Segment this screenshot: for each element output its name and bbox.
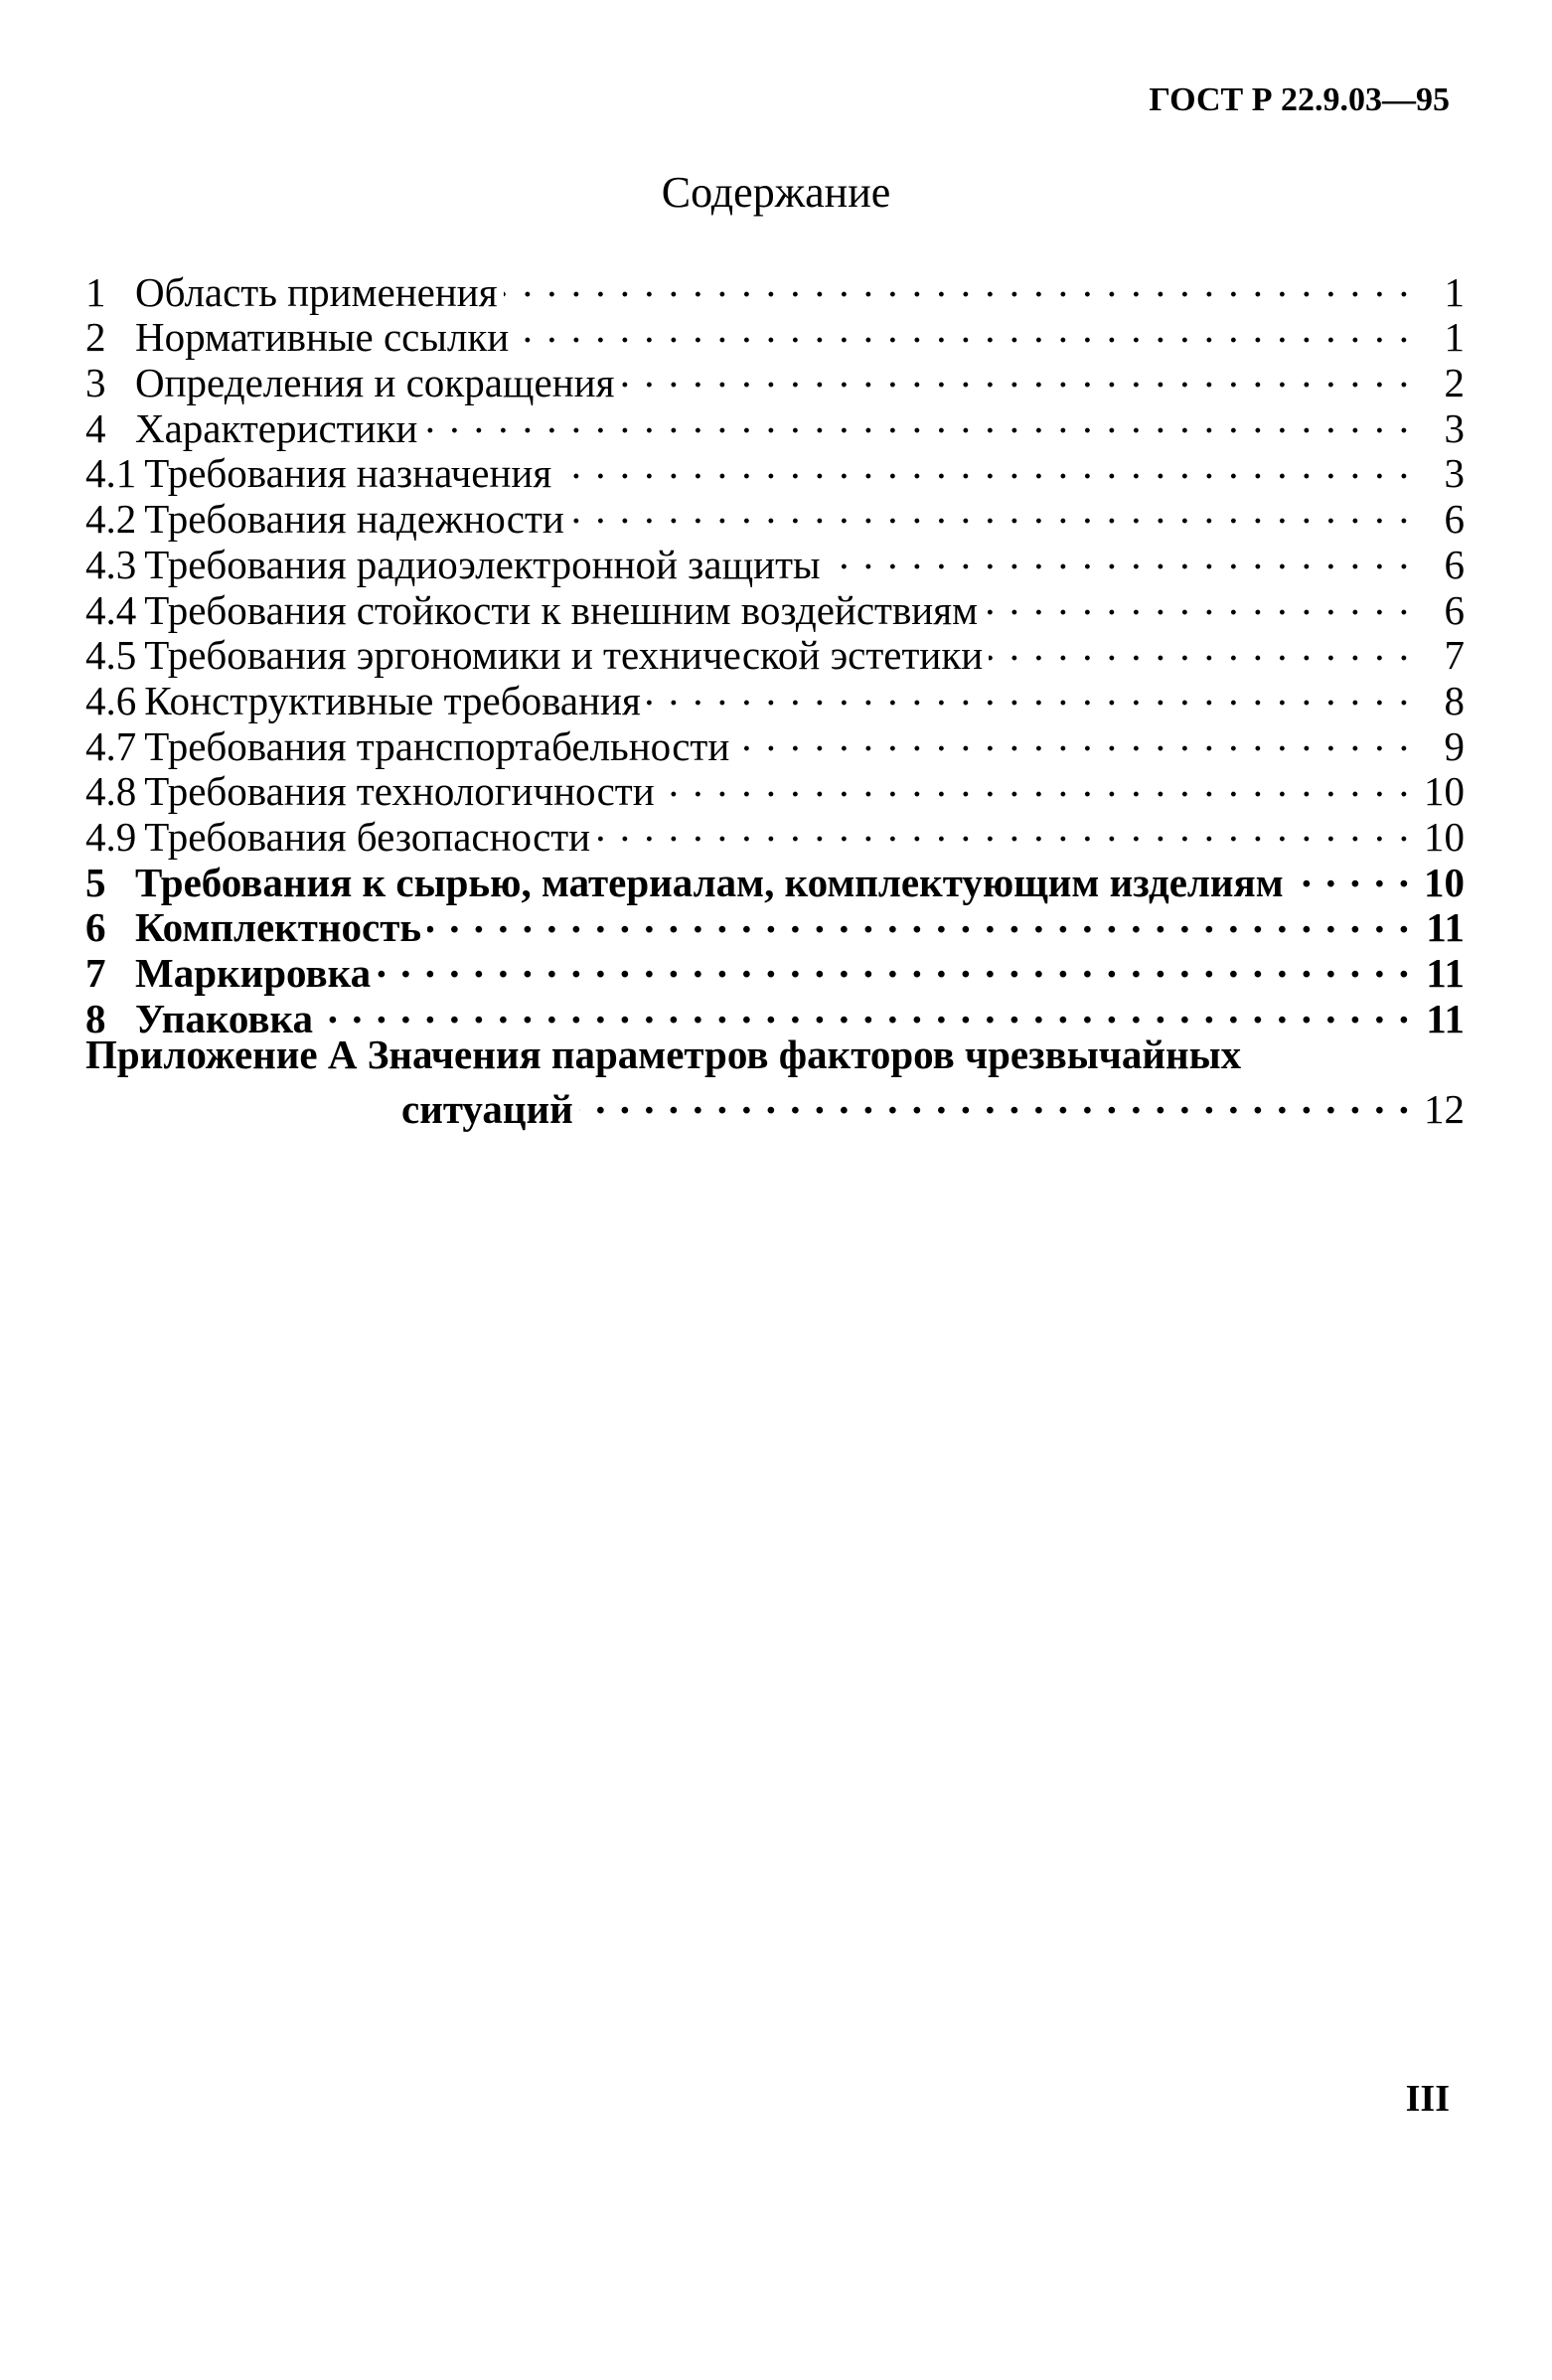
appendix-first-line bbox=[85, 1032, 1465, 1078]
toc-entry-page: 10 bbox=[1424, 768, 1465, 815]
toc-entry-title: Нормативные ссылки bbox=[135, 314, 510, 361]
appendix-label: Приложение А bbox=[85, 1031, 358, 1077]
dot-leader bbox=[989, 624, 1411, 670]
toc-entry-title: Требования назначения bbox=[144, 450, 552, 497]
toc-entry-number: 4.5 bbox=[85, 632, 137, 679]
dot-leader bbox=[423, 397, 1411, 442]
toc-entry-page: 10 bbox=[1424, 813, 1465, 860]
toc-entry-title: Требования транспортабельности bbox=[144, 722, 730, 769]
dot-leader bbox=[377, 941, 1411, 987]
toc-entry-title: Требования надежности bbox=[144, 496, 564, 543]
toc-entry-number: 4.1 bbox=[85, 450, 137, 497]
toc-entry-title: Требования к сырью, материалам, комплектующим изделиям bbox=[135, 859, 1284, 905]
dot-leader bbox=[827, 533, 1411, 578]
toc-entry-number: 1 bbox=[85, 268, 106, 315]
toc-entry-number: 3 bbox=[85, 360, 106, 406]
toc-entry-page: 2 bbox=[1444, 360, 1465, 406]
toc-entry-number: 4.2 bbox=[85, 496, 137, 543]
dot-leader bbox=[647, 669, 1411, 714]
toc-entry-title: Требования безопасности bbox=[144, 813, 591, 860]
toc-entry-title: Комплектность bbox=[135, 904, 422, 951]
toc-entry-title: Требования технологичности bbox=[144, 768, 655, 815]
toc-heading: Содержание bbox=[661, 168, 891, 217]
dot-leader bbox=[984, 578, 1411, 624]
dot-leader bbox=[504, 260, 1411, 306]
toc-entry-number: 8 bbox=[85, 995, 106, 1041]
dot-leader bbox=[1290, 851, 1411, 896]
toc-entry-page: 6 bbox=[1444, 586, 1465, 633]
toc-entry-appendix-a bbox=[85, 1031, 1465, 1133]
toc-entry-title: Упаковка bbox=[135, 995, 314, 1041]
toc-entry-number: 5 bbox=[85, 859, 106, 905]
dot-leader bbox=[570, 487, 1411, 533]
toc-entry-number: 4.4 bbox=[85, 586, 137, 633]
toc-entry-page: 11 bbox=[1426, 995, 1465, 1041]
toc-entry-title: Область применения bbox=[135, 268, 498, 315]
appendix-title-line2: ситуаций bbox=[401, 1086, 573, 1133]
toc-entry-page: 12 bbox=[1424, 1086, 1465, 1133]
dot-leader bbox=[579, 1077, 1411, 1123]
dot-leader bbox=[427, 896, 1411, 942]
dot-leader bbox=[557, 442, 1411, 488]
toc-entry-page: 11 bbox=[1426, 950, 1465, 996]
toc-entry-page: 6 bbox=[1444, 496, 1465, 543]
toc-entry-page: 7 bbox=[1444, 632, 1465, 679]
toc-entry-number: 4.7 bbox=[85, 722, 137, 769]
toc-entry-number: 4 bbox=[85, 404, 106, 451]
table-of-contents bbox=[85, 260, 1465, 1133]
dot-leader bbox=[319, 987, 1411, 1032]
toc-entry-page: 6 bbox=[1444, 541, 1465, 587]
appendix-second-line bbox=[85, 1077, 1465, 1133]
toc-entry-title: Конструктивные требования bbox=[144, 677, 641, 723]
toc-entry-number: 7 bbox=[85, 950, 106, 996]
toc-entry-page: 8 bbox=[1444, 677, 1465, 723]
toc-entry-number: 4.9 bbox=[85, 813, 137, 860]
toc-entry-page: 1 bbox=[1444, 268, 1465, 315]
dot-leader bbox=[596, 805, 1411, 851]
toc-entry-title: Требования эргономики и технической эстетики bbox=[144, 632, 984, 679]
toc-entry-title: Требования стойкости к внешним воздействиям bbox=[144, 586, 979, 633]
toc-entry-number: 4.8 bbox=[85, 768, 137, 815]
toc-entry-number: 4.3 bbox=[85, 541, 137, 587]
toc-entry-number: 6 bbox=[85, 904, 106, 951]
document-code: ГОСТ Р 22.9.03—95 bbox=[1149, 81, 1450, 118]
toc-entry-1 bbox=[85, 260, 1465, 315]
toc-entry-page: 10 bbox=[1424, 859, 1465, 905]
toc-entry-title: Характеристики bbox=[135, 404, 418, 451]
appendix-title-line1: Значения параметров факторов чрезвычайных bbox=[367, 1031, 1242, 1077]
toc-entry-page: 11 bbox=[1426, 904, 1465, 951]
dot-leader bbox=[515, 306, 1411, 352]
page-number: III bbox=[1405, 2078, 1450, 2120]
toc-entry-page: 3 bbox=[1444, 450, 1465, 497]
toc-entry-number: 4.6 bbox=[85, 677, 137, 723]
toc-entry-page: 9 bbox=[1444, 722, 1465, 769]
dot-leader bbox=[735, 714, 1411, 760]
toc-entry-page: 3 bbox=[1444, 404, 1465, 451]
toc-entry-number: 2 bbox=[85, 314, 106, 361]
toc-entry-page: 1 bbox=[1444, 314, 1465, 361]
dot-leader bbox=[661, 760, 1411, 806]
toc-entry-title: Маркировка bbox=[135, 950, 372, 996]
dot-leader bbox=[620, 351, 1411, 397]
toc-entry-title: Требования радиоэлектронной защиты bbox=[144, 541, 821, 587]
toc-entry-title: Определения и сокращения bbox=[135, 360, 615, 406]
